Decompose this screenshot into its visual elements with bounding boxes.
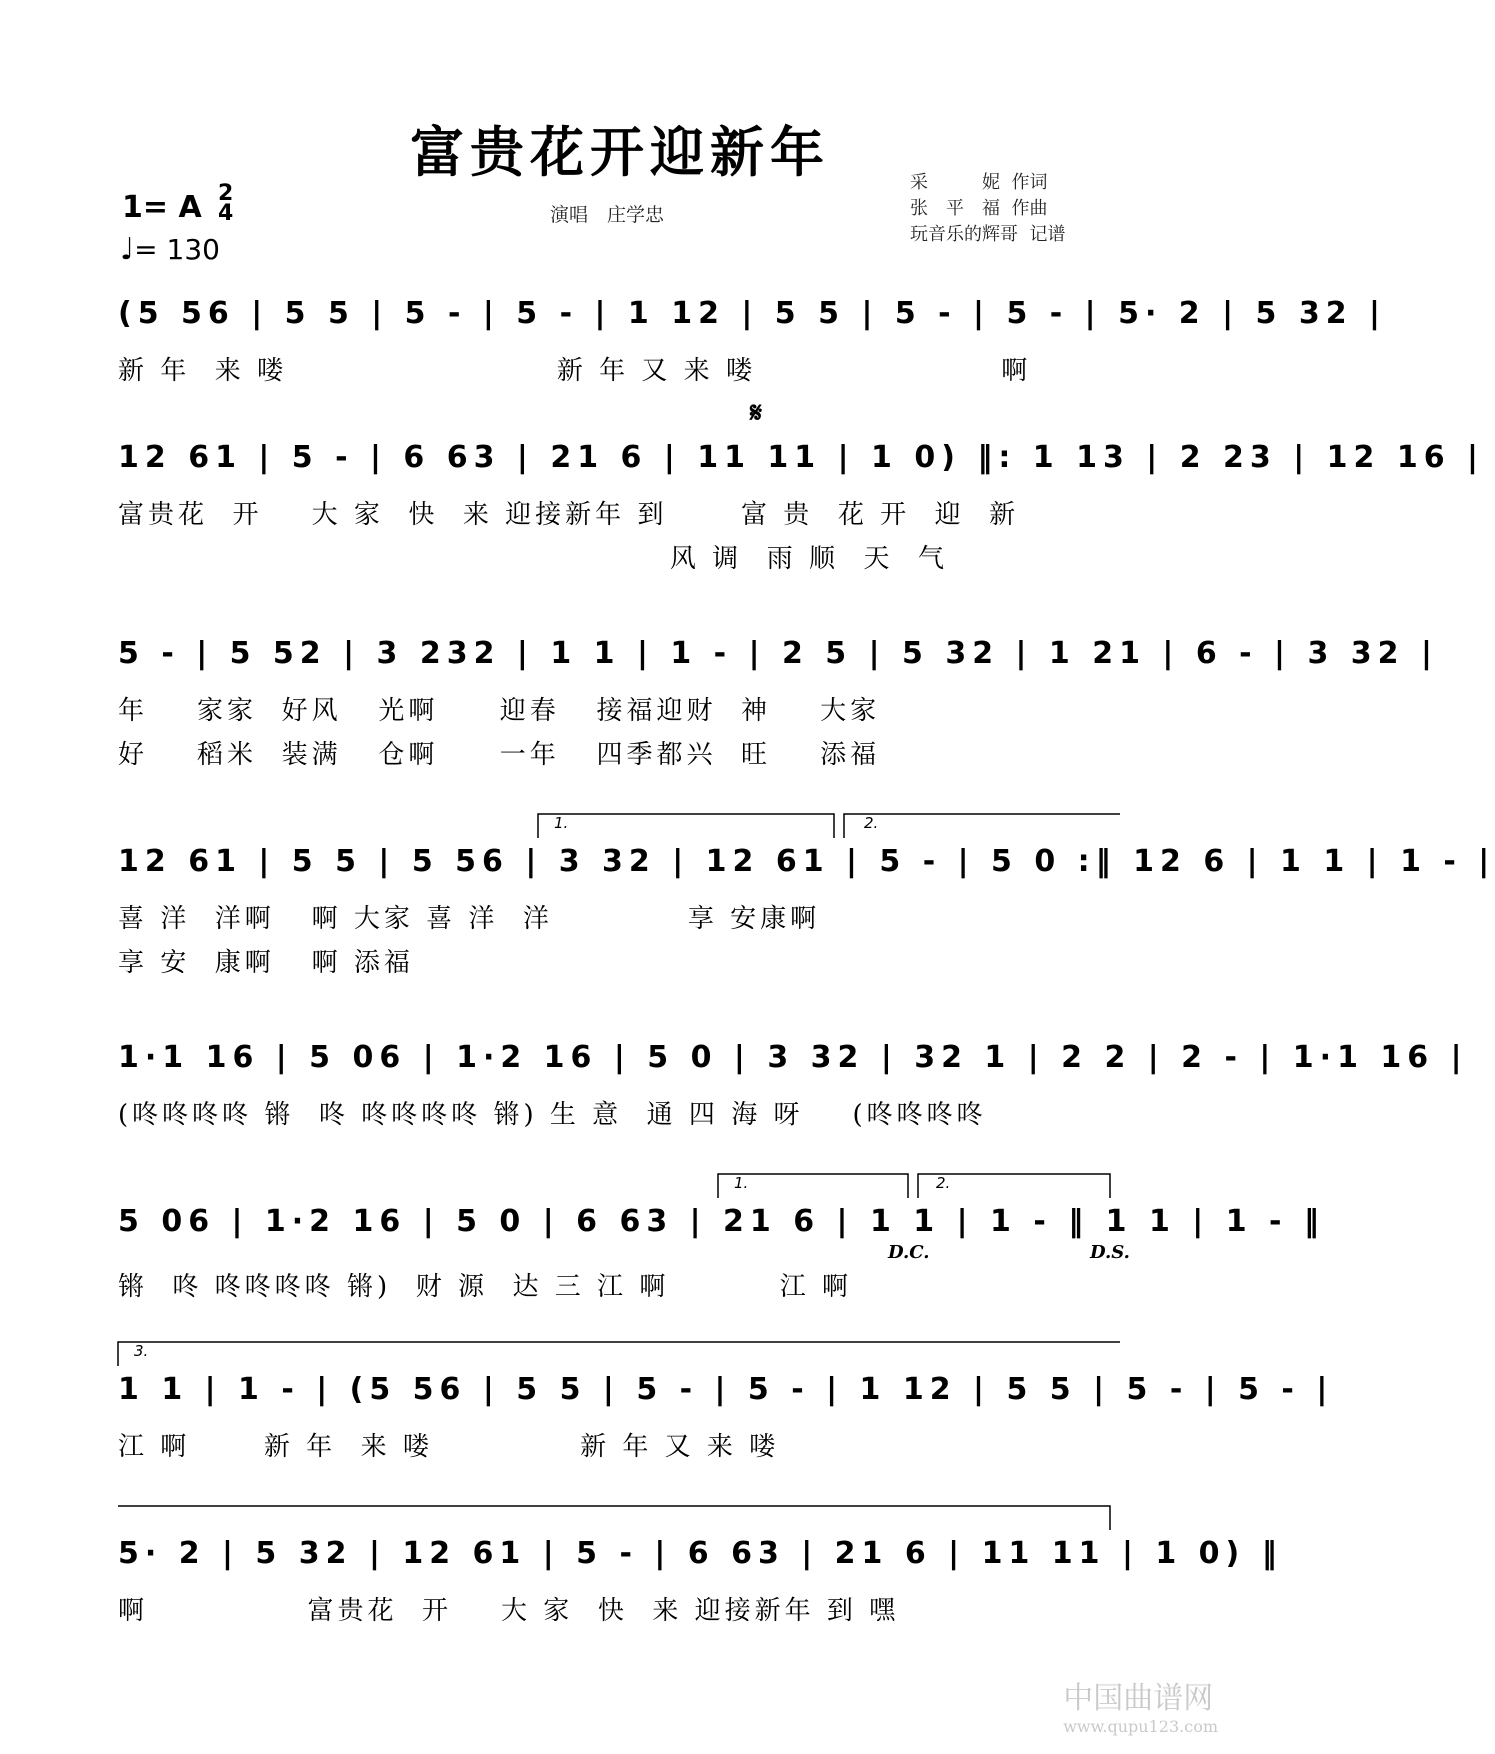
volta-3: 3.	[134, 1342, 149, 1360]
lyric-line: (咚咚咚咚 锵 咚 咚咚咚咚 锵) 生 意 通 四 海 呀 (咚咚咚咚	[118, 1100, 987, 1130]
lyric-line: 锵 咚 咚咚咚咚 锵) 财 源 达 三 江 啊 江 啊	[118, 1272, 852, 1302]
score-system-3	[118, 636, 1438, 770]
lyric-line: 新 年 来 喽 新 年 又 来 喽 啊	[118, 356, 1032, 386]
lyric-line: 喜 洋 洋啊 啊 大家 喜 洋 洋 享 安康啊	[118, 904, 821, 934]
notation-line: 5· 2 | 5 32 | 12 61 | 5 - | 6 63 | 21 6 | 11 11 | 1 0) ‖	[118, 1536, 1283, 1571]
notation-line: 1 1 | 1 - | (5 56 | 5 5 | 5 - | 5 - | 1 12 | 5 5 | 5 - | 5 - |	[118, 1372, 1334, 1407]
volta-brackets	[118, 1168, 1120, 1198]
score-system-6	[118, 1174, 1325, 1304]
notation-line: 1·1 16 | 5 06 | 1·2 16 | 5 0 | 3 32 | 32 1 | 2 2 | 2 - | 1·1 16 |	[118, 1040, 1468, 1075]
volta-2: 2.	[936, 1174, 951, 1192]
notation-line: 12 61 | 5 5 | 5 56 | 3 32 | 12 61 | 5 - | 5 0 :‖ 12 6 | 1 1 | 1 - |	[118, 844, 1495, 879]
notation-line: 12 61 | 5 - | 6 63 | 21 6 | 11 11 | 1 0) ‖: 1 13 | 2 23 | 12 16 |	[118, 440, 1484, 475]
score-system-2	[118, 396, 1484, 574]
volta-1: 1.	[734, 1174, 749, 1192]
credits-block	[910, 170, 1065, 248]
singer-credit: 演唱 庄学忠	[550, 204, 665, 226]
dal-segno-mark: D.S.	[1090, 1242, 1130, 1263]
composer-credit: 张 平 福 作曲	[910, 198, 1048, 219]
score-system-5	[118, 1040, 1468, 1130]
quarter-note-icon: ♩	[120, 232, 135, 267]
score-system-4	[118, 814, 1495, 978]
segno-icon: 𝄋	[750, 396, 763, 429]
score-system-8	[118, 1536, 1283, 1636]
watermark-brand: 中国曲谱网	[1063, 1681, 1214, 1716]
time-signature-bottom: 4	[218, 201, 234, 226]
time-signature-top: 2	[218, 181, 234, 206]
watermark-url: www.qupu123.com	[1063, 1717, 1218, 1736]
volta-2: 2.	[864, 814, 879, 832]
tempo-value: = 130	[134, 233, 220, 266]
lyric-line: 啊 富贵花 开 大 家 快 来 迎接新年 到 嘿	[118, 1596, 900, 1626]
lyric-line: 富贵花 开 大 家 快 来 迎接新年 到 富 贵 花 开 迎 新	[118, 500, 1020, 530]
volta-brackets	[118, 808, 1120, 838]
notation-line: (5 56 | 5 5 | 5 - | 5 - | 1 12 | 5 5 | 5 - | 5 - | 5· 2 | 5 32 |	[118, 296, 1386, 331]
score-system-7	[118, 1342, 1334, 1472]
notation-line: 5 06 | 1·2 16 | 5 0 | 6 63 | 21 6 | 1 1 | 1 - ‖ 1 1 | 1 - ‖	[118, 1204, 1325, 1239]
page-title: 富贵花开迎新年	[410, 120, 830, 184]
lyric-line: 好 稻米 装满 仓啊 一年 四季都兴 旺 添福	[118, 740, 881, 770]
lyric-line: 享 安 康啊 啊 添福	[118, 948, 414, 978]
transcriber-credit: 玩音乐的辉哥 记谱	[910, 224, 1066, 245]
time-signature	[218, 181, 234, 226]
site-watermark	[1063, 1673, 1218, 1736]
da-capo-mark: D.C.	[888, 1242, 930, 1263]
notation-line: 5 - | 5 52 | 3 232 | 1 1 | 1 - | 2 5 | 5 32 | 1 21 | 6 - | 3 32 |	[118, 636, 1438, 671]
score-system-1	[118, 296, 1386, 386]
key-signature: 1= A	[122, 190, 202, 225]
ending-bracket	[118, 1500, 1120, 1530]
tempo-marking	[120, 232, 220, 267]
lyric-line: 风 调 雨 顺 天 气	[118, 544, 949, 574]
volta-bracket	[118, 1336, 1120, 1366]
volta-1: 1.	[554, 814, 569, 832]
lyricist-credit: 采 妮 作词	[910, 172, 1048, 193]
lyric-line: 江 啊 新 年 来 喽 新 年 又 来 喽	[118, 1432, 780, 1462]
lyric-line: 年 家家 好风 光啊 迎春 接福迎财 神 大家	[118, 696, 881, 726]
